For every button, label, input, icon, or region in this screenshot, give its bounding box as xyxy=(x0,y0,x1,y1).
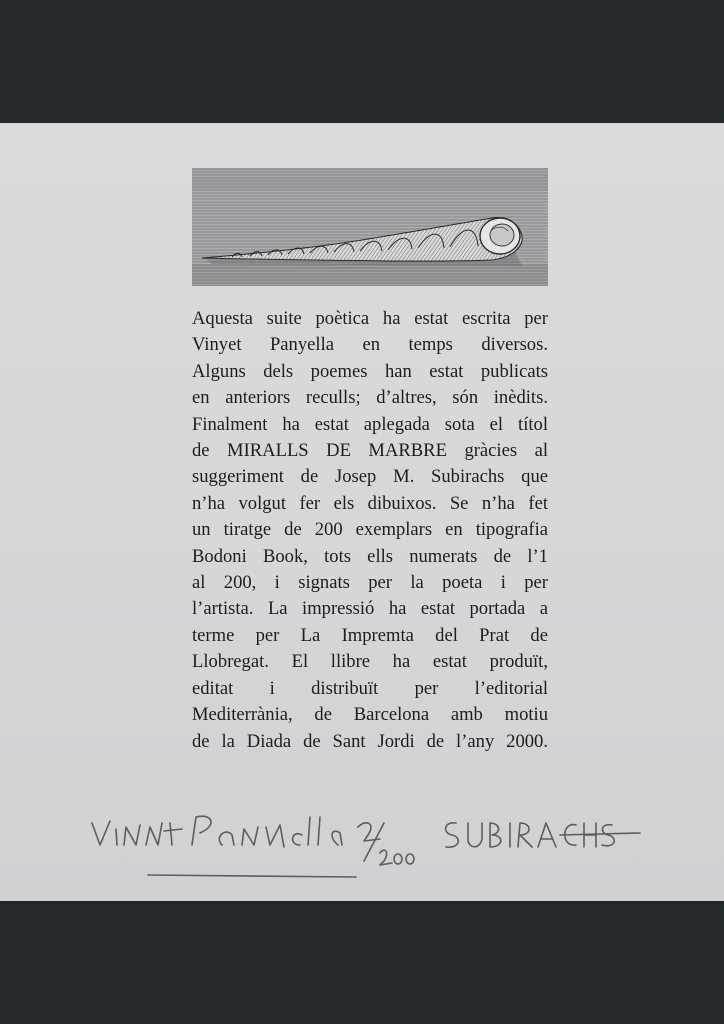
colophon-line: Llobregat. El llibre ha estat produït, xyxy=(192,651,548,673)
colophon-page xyxy=(0,123,724,901)
colophon-line: terme per La Impremta del Prat de xyxy=(192,624,548,646)
seashell-engraving-icon xyxy=(192,168,548,286)
edition-number xyxy=(358,823,414,865)
poet-signature xyxy=(92,816,356,877)
colophon-line: Vinyet Panyella en temps diversos. xyxy=(192,334,548,356)
colophon-line: Mediterrània, de Barcelona amb motiu xyxy=(192,704,548,726)
artist-signature xyxy=(446,823,640,847)
colophon-line: Bodoni Book, tots ells numerats de l’1 xyxy=(192,545,548,567)
colophon-line: de la Diada de Sant Jordi de l’any 2000. xyxy=(192,730,548,752)
colophon-line: suggeriment de Josep M. Subirachs que xyxy=(192,466,548,488)
colophon-line: l’artista. La impressió ha estat portada a xyxy=(192,598,548,620)
colophon-line: al 200, i signats per la poeta i per xyxy=(192,572,548,594)
colophon-line: editat i distribuït per l’editorial xyxy=(192,677,548,699)
colophon-text xyxy=(192,306,548,755)
colophon-line: en anteriors reculls; d’altres, són inèdits. xyxy=(192,387,548,409)
colophon-line: de MIRALLS DE MARBRE gràcies al xyxy=(192,440,548,462)
colophon-line: n’ha volgut fer els dibuixos. Se n’ha fet xyxy=(192,492,548,514)
colophon-line: Alguns dels poemes han estat publicats xyxy=(192,360,548,382)
colophon-line: un tiratge de 200 exemplars en tipografia xyxy=(192,519,548,541)
colophon-line: Aquesta suite poètica ha estat escrita per xyxy=(192,308,548,329)
colophon-line: Finalment ha estat aplegada sota el títol xyxy=(192,413,548,435)
